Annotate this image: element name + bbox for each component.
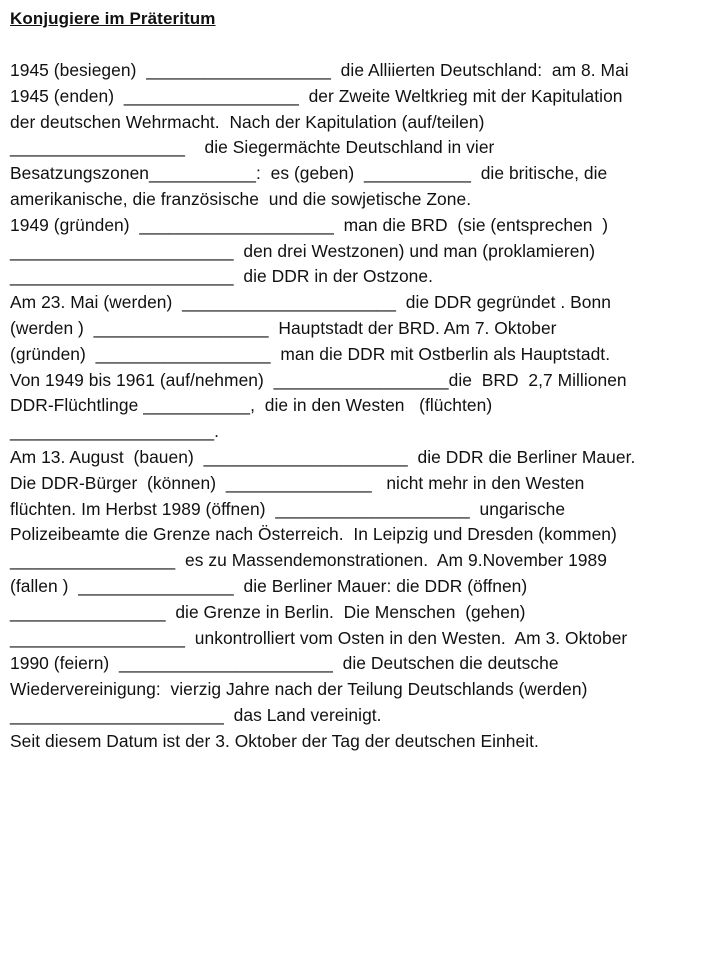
text-line: 1945 (enden) __________________ der Zweite Weltkrieg mit der Kapitulation <box>10 85 623 106</box>
text-line: __________________ die Siegermächte Deutschland in vier <box>10 137 495 158</box>
text-line: (fallen ) ________________ die Berliner Mauer: die DDR (öffnen) <box>10 575 528 596</box>
text-line: 1990 (feiern) ______________________ die Deutschen die deutsche <box>10 653 559 674</box>
worksheet <box>10 8 710 755</box>
text-line: (gründen) __________________ man die DDR mit Ostberlin als Hauptstadt. <box>10 343 611 364</box>
text-line: Besatzungszonen___________: es (geben) ___________ die britische, die <box>10 163 608 184</box>
text-line: ________________ die Grenze in Berlin. Die Menschen (gehen) <box>10 601 526 622</box>
text-line: Am 13. August (bauen) _____________________ die DDR die Berliner Mauer. <box>10 446 636 467</box>
text-line: DDR-Flüchtlinge ___________, die in den Westen (flüchten) <box>10 395 493 416</box>
worksheet-title: Konjugiere im Präteritum <box>10 9 216 28</box>
text-line: Wiedervereinigung: vierzig Jahre nach der Teilung Deutschlands (werden) <box>10 679 588 700</box>
text-line: _______________________ den drei Westzonen) und man (proklamieren) <box>10 240 596 261</box>
text-line: Seit diesem Datum ist der 3. Oktober der Tag der deutschen Einheit. <box>10 730 539 751</box>
text-line: (werden ) __________________ Hauptstadt der BRD. Am 7. Oktober <box>10 317 557 338</box>
text-line: Am 23. Mai (werden) ______________________ die DDR gegründet . Bonn <box>10 292 611 313</box>
text-line: _________________ es zu Massendemonstrationen. Am 9.November 1989 <box>10 550 607 571</box>
text-line: _______________________ die DDR in der Ostzone. <box>10 266 433 287</box>
text-line: Von 1949 bis 1961 (auf/nehmen) __________________die BRD 2,7 Millionen <box>10 369 627 390</box>
worksheet-text <box>10 58 710 755</box>
text-line: Polizeibeamte die Grenze nach Österreich. In Leipzig und Dresden (kommen) <box>10 524 617 545</box>
text-line: ______________________ das Land vereinigt. <box>10 704 382 725</box>
text-line: 1949 (gründen) ____________________ man die BRD (sie (entsprechen ) <box>10 214 609 235</box>
text-line: der deutschen Wehrmacht. Nach der Kapitulation (auf/teilen) <box>10 111 485 132</box>
text-line: _____________________. <box>10 421 220 442</box>
text-line: flüchten. Im Herbst 1989 (öffnen) ____________________ ungarische <box>10 498 566 519</box>
text-line: amerikanische, die französische und die sowjetische Zone. <box>10 188 472 209</box>
text-line: 1945 (besiegen) ___________________ die Alliierten Deutschland: am 8. Mai <box>10 60 629 80</box>
text-line: Die DDR-Bürger (können) _______________ nicht mehr in den Westen <box>10 472 585 493</box>
text-line: __________________ unkontrolliert vom Osten in den Westen. Am 3. Oktober <box>10 627 628 648</box>
